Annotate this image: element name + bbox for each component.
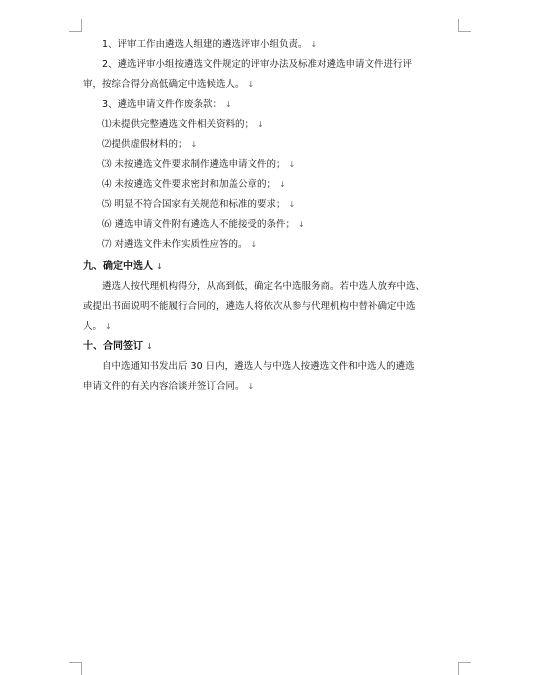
clause-3-text: 3、遴选申请文件作废条款： (102, 99, 223, 110)
section-heading-9-text: 九、确定中选人 (83, 261, 153, 272)
section-heading-9 (83, 257, 461, 277)
clause-1-text: 1、评审工作由遴选人组建的遴选评审小组负责。 (102, 39, 308, 50)
section-10-text-line-2: 申请文件的有关内容洽谈并签订合同。 (83, 381, 245, 392)
void-item-6-text: ⑹ 遴选申请文件附有遴选人不能接受的条件； (102, 219, 296, 230)
page-corner-mark-top-left (69, 19, 82, 32)
clause-3 (83, 95, 461, 115)
void-item-3-text: ⑶ 未按遴选文件要求制作遴选申请文件的； (102, 159, 286, 170)
void-item-5 (83, 195, 461, 215)
paragraph-mark: ↓ (257, 120, 264, 129)
section-heading-10 (83, 337, 461, 357)
page-corner-mark-bottom-left (69, 662, 82, 675)
paragraph-mark: ↓ (288, 160, 296, 169)
section-9-line-1 (83, 277, 461, 297)
paragraph-mark: ↓ (156, 262, 163, 271)
paragraph-mark: ↓ (298, 220, 305, 229)
paragraph-mark: ↓ (288, 200, 296, 209)
paragraph-mark: ↓ (250, 240, 258, 249)
paragraph-mark: ↓ (247, 382, 255, 391)
paragraph-mark: ↓ (247, 80, 255, 89)
paragraph-mark: ↓ (105, 322, 112, 331)
page-corner-mark-top-right (458, 19, 471, 32)
void-item-4 (83, 175, 461, 195)
section-9-text-line-3: 人。 (83, 321, 103, 332)
void-item-2 (83, 135, 461, 155)
section-9-line-2 (83, 297, 461, 317)
void-item-5-text: ⑸ 明显不符合国家有关规范和标准的要求； (102, 199, 286, 210)
section-heading-10-text: 十、合同签订 (83, 341, 143, 352)
section-10-line-2 (83, 377, 461, 397)
section-10-line-1 (83, 357, 461, 377)
page-corner-mark-bottom-right (458, 662, 471, 675)
section-9-text-line-1: 遴选人按代理机构得分，从高到低，确定名中选服务商。若中选人放弃中选、 (102, 281, 426, 292)
paragraph-mark: ↓ (146, 342, 153, 351)
paragraph-mark: ↓ (279, 180, 286, 189)
void-item-6 (83, 215, 461, 235)
void-item-4-text: ⑷ 未按遴选文件要求密封和加盖公章的； (102, 179, 277, 190)
clause-2-text-line-2: 审，按综合得分高低确定中选候选人。 (83, 79, 245, 90)
clause-2-line-2 (83, 75, 461, 95)
void-item-7-text: ⑺ 对遴选文件未作实质性应答的。 (102, 239, 248, 250)
void-item-1-text: ⑴未提供完整遴选文件相关资料的； (102, 119, 255, 130)
paragraph-mark: ↓ (225, 100, 232, 109)
void-item-7 (83, 235, 461, 255)
section-9-text-line-2: 或提出书面说明不能履行合同的，遴选人将依次从参与代理机构中替补确定中选 (83, 301, 416, 312)
void-item-1 (83, 115, 461, 135)
paragraph-mark: ↓ (190, 140, 198, 149)
document-body (83, 35, 461, 397)
clause-1 (83, 35, 461, 55)
paragraph-mark: ↓ (310, 40, 318, 49)
void-item-3 (83, 155, 461, 175)
section-10-text-line-1: 自中选通知书发出后 30 日内，遴选人与中选人按遴选文件和中选人的遴选 (102, 361, 415, 372)
clause-2-line-1 (83, 55, 461, 75)
section-9-line-3 (83, 317, 461, 337)
void-item-2-text: ⑵提供虚假材料的； (102, 139, 188, 150)
clause-2-text-line-1: 2、遴选评审小组按遴选文件规定的评审办法及标准对遴选申请文件进行评 (102, 59, 413, 70)
